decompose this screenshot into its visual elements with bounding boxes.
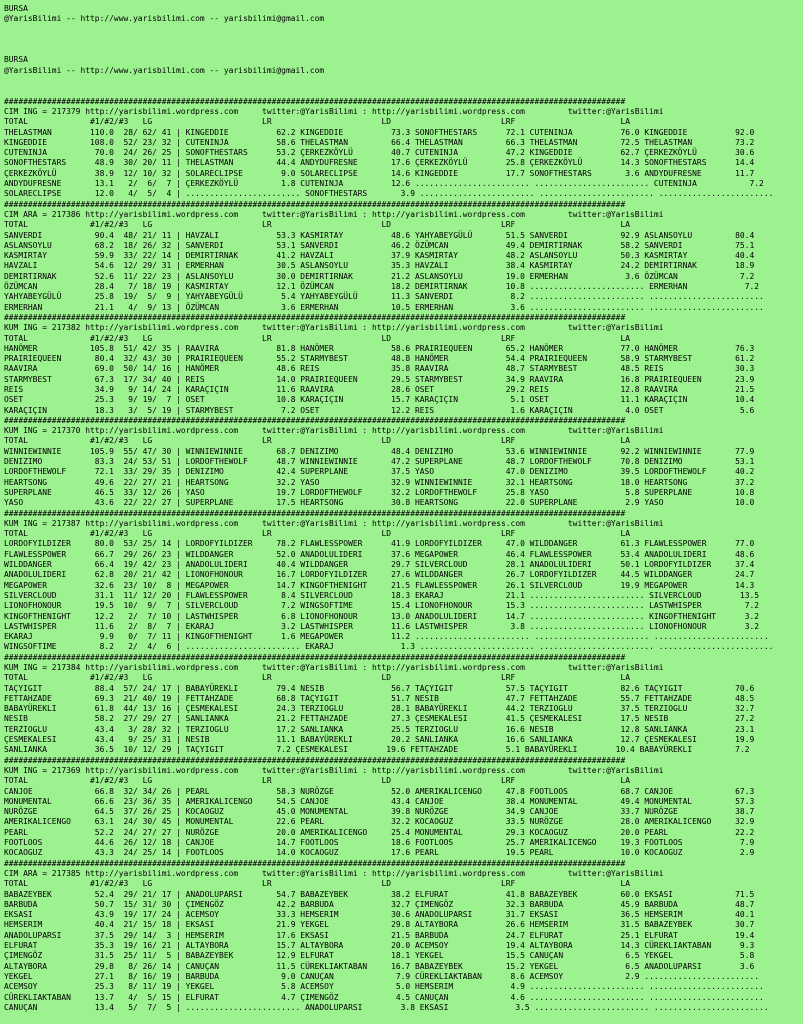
table-row: ANADOLUPARSI 37.5 29/ 14/ 3 | HEMSERIM 17.6 EKSASI 21.5 BARBUDA 24.7 ELFURAT 25.1 ELFURAT 19.4 [4,930,755,940]
blank-line [4,86,803,96]
column-header: TOTAL #1/#2/#3 LG LR LD LRF LA [4,436,631,446]
text-line: @YarisBilimi -- http://www.yarisbilimi.com -- yarisbilimi@gmail.com [4,65,325,75]
blank-line [4,45,803,55]
table-row: SUPERPLANE 46.5 33/ 12/ 26 | YASO 19.7 LORDOFTHEWOLF 32.2 LORDOFTHEWOLF 25.8 YASO 5.8 SUPERPLANE 10.8 [4,487,755,497]
blank-line [4,76,803,86]
table-row: EKSASI 43.9 19/ 17/ 24 | ACEMSOY 33.3 HEMSERIM 30.6 ANADOLUPARSI 31.7 EKSASI 36.5 HEMSERIM 40.1 [4,910,755,920]
table-row: MONUMENTAL 66.6 23/ 36/ 35 | AMERIKALICENGO 54.5 CANJOE 43.4 CANJOE 38.4 MONUMENTAL 49.4 MONUMENTAL 57.3 [4,796,755,806]
table-row: EKARAJ 9.9 0/ 7/ 11 | KINGOFTHENIGHT 1.6 MEGAPOWER 11.2 ........................ ........................ ........................ [4,632,769,642]
column-header: TOTAL #1/#2/#3 LG LR LD LRF LA [4,333,631,343]
table-row: LORDOFYILDIZER 80.0 53/ 25/ 14 | LORDOFYILDIZER 78.2 FLAWLESSPOWER 41.9 LORDOFYILDIZER 47.0 WILDDANGER 61.3 FLAWLESSPOWER 77.0 [4,539,755,549]
table-row: ÇESMEKALESI 43.4 9/ 25/ 31 | NESIB 11.1 BABAYÜREKLI 20.2 SANLIANKA 16.6 SANLIANKA 12.7 ÇESMEKALESI 19.9 [4,735,755,745]
table-row: CÜREKLIAKTABAN 13.7 4/ 5/ 15 | ELFURAT 4.7 ÇIMENGÖZ 4.5 CANUÇAN 4.6 ........................ ........................ [4,992,764,1002]
table-row: LIONOFHONOUR 19.5 10/ 9/ 7 | SILVERCLOUD 7.2 WINGSOFTIME 15.4 LIONOFHONOUR 15.3 ........................ LASTWHISPER 7.2 [4,601,760,611]
table-row: LORDOFTHEWOLF 72.1 33/ 29/ 35 | DENIZIMO 42.4 SUPERPLANE 37.5 YASO 47.0 DENIZIMO 39.5 LORDOFTHEWOLF 40.2 [4,467,755,477]
text-line: BURSA [4,55,28,65]
race-header: KUM ING = 217387 http://yarisbilimi.wordpress.com twitter:@YarisBilimi : http://yarisbilimi.wordpress.com twitter:@YarisBilimi [4,518,664,528]
table-row: ELFURAT 35.3 19/ 16/ 21 | ALTAYBORA 15.7 ALTAYBORA 20.0 ACEMSOY 19.4 ALTAYBORA 14.3 CÜREKLIAKTABAN 9.3 [4,941,755,951]
table-row: PEARL 52.2 24/ 27/ 27 | NURÖZGE 20.0 AMERIKALICENGO 25.4 MONUMENTAL 29.3 KOCAOGUZ 20.0 PEARL 22.2 [4,827,755,837]
table-row: KARAÇIÇIN 18.3 3/ 5/ 19 | STARMYBEST 7.2 OSET 12.2 REIS 1.6 KARAÇIÇIN 4.0 OSET 5.6 [4,405,755,415]
table-row: YAHYABEYGÜLÜ 25.8 19/ 5/ 9 | YAHYABEYGÜLÜ 5.4 YAHYABEYGÜLÜ 11.3 SANVERDI 8.2 ........................ ........................ [4,292,764,302]
table-row: TERZIOGLU 43.4 3/ 28/ 32 | TERZIOGLU 17.2 SANLIANKA 25.5 TERZIOGLU 16.6 NESIB 12.8 SANLIANKA 23.1 [4,724,755,734]
table-row: ALTAYBORA 29.8 8/ 26/ 14 | CANUÇAN 11.5 CÜREKLIAKTABAN 16.7 BABAZEYBEK 15.2 YEKGEL 6.5 ANADOLUPARSI 3.6 [4,961,755,971]
separator-line: ################################################################################################################################## [4,508,626,518]
table-row: KINGOFTHENIGHT 12.2 2/ 7/ 10 | LASTWHISPER 6.8 LIONOFHONOUR 13.0 ANADOLULIDERI 14.7 ........................ KINGOFTHENIGHT 3.2 [4,611,760,621]
table-row: SANLIANKA 36.5 10/ 12/ 29 | TAÇYIGIT 7.2 ÇESMEKALESI 19.6 FETTAHZADE 5.1 BABAYÜREKLI 10.4 BABAYÜREKLI 7.2 [4,745,750,755]
table-row: KOCAOGUZ 43.3 24/ 25/ 14 | FOOTLOOS 14.0 KOCAOGUZ 17.6 PEARL 19.5 PEARL 10.0 KOCAOGUZ 2.9 [4,848,755,858]
column-header: TOTAL #1/#2/#3 LG LR LD LRF LA [4,879,631,889]
table-row: PRAIRIEQUEEN 80.4 32/ 43/ 30 | PRAIRIEQUEEN 55.2 STARMYBEST 48.8 HANÖMER 54.4 PRAIRIEQUEEN 58.9 STARMYBEST 61.2 [4,354,755,364]
table-row: ANADOLULIDERI 62.8 20/ 21/ 42 | LIONOFHONOUR 16.7 LORDOFYILDIZER 27.6 WILDDANGER 26.7 LORDOFYILDIZER 44.5 WILDDANGER 24.7 [4,570,755,580]
table-row: KASMIRTAY 59.9 33/ 22/ 14 | DEMIRTIRNAK 41.2 HAVZALI 37.9 KASMIRTAY 48.2 ASLANSOYLU 50.3 KASMIRTAY 40.4 [4,251,755,261]
table-row: NESIB 58.2 27/ 29/ 27 | SANLIANKA 21.2 FETTAHZADE 27.3 ÇESMEKALESI 41.5 ÇESMEKALESI 17.5 NESIB 27.2 [4,714,755,724]
column-header: TOTAL #1/#2/#3 LG LR LD LRF LA [4,673,631,683]
table-row: HEMSERIM 40.4 21/ 15/ 18 | EKSASI 21.9 YEKGEL 29.8 ALTAYBORA 26.6 HEMSERIM 31.5 BABAZEYBEK 30.7 [4,920,755,930]
table-row: RAAVIRA 69.0 50/ 14/ 16 | HANÖMER 48.6 REIS 35.8 RAAVIRA 48.7 STARMYBEST 48.5 REIS 30.3 [4,364,755,374]
table-row: CANJOE 66.8 32/ 34/ 26 | PEARL 58.3 NURÖZGE 52.0 AMERIKALICENGO 47.8 FOOTLOOS 68.7 CANJOE 67.3 [4,786,755,796]
text-line: BURSA [4,4,28,13]
table-row: FLAWLESSPOWER 66.7 29/ 26/ 23 | WILDDANGER 52.0 ANADOLULIDERI 37.6 MEGAPOWER 46.4 FLAWLESSPOWER 53.4 ANADOLULIDERI 48.6 [4,549,755,559]
table-row: THELASTMAN 110.0 28/ 62/ 41 | KINGEDDIE 62.2 KINGEDDIE 73.3 SONOFTHESTARS 72.1 CUTENINJA 76.0 KINGEDDIE 92.0 [4,127,755,137]
table-row: FETTAHZADE 69.3 21/ 40/ 19 | FETTAHZADE 68.8 TAÇYIGIT 51.7 NESIB 47.7 FETTAHZADE 55.7 FETTAHZADE 48.5 [4,693,755,703]
table-row: ÇIMENGÖZ 31.5 25/ 11/ 5 | BABAZEYBEK 12.9 ELFURAT 18.1 YEKGEL 15.5 CANUÇAN 6.5 YEKGEL 5.8 [4,951,755,961]
text-line: @YarisBilimi -- http://www.yarisbilimi.com -- yarisbilimi@gmail.com [4,14,325,24]
column-header: TOTAL #1/#2/#3 LG LR LD LRF LA [4,529,631,539]
table-row: DENIZIMO 83.3 24/ 53/ 51 | LORDOFTHEWOLF 48.7 WINNIEWINNIE 47.2 SUPERPLANE 48.7 LORDOFTHEWOLF 70.8 DENIZIMO 53.1 [4,457,755,467]
table-row: NURÖZGE 64.5 37/ 26/ 25 | KOCAOGUZ 45.0 MONUMENTAL 39.8 NURÖZGE 34.9 CANJOE 33.7 NURÖZGE 38.7 [4,807,755,817]
separator-line: ################################################################################################################################## [4,415,626,425]
table-row: HANÖMER 105.8 51/ 42/ 35 | RAAVIRA 81.8 HANÖMER 58.6 PRAIRIEQUEEN 65.2 HANÖMER 77.0 HANÖMER 76.3 [4,343,755,353]
table-row: KINGEDDIE 108.0 52/ 23/ 32 | CUTENINJA 58.6 THELASTMAN 66.4 THELASTMAN 66.3 THELASTMAN 72.5 THELASTMAN 73.2 [4,137,755,147]
table-row: YASO 43.6 22/ 22/ 27 | SUPERPLANE 17.5 HEARTSONG 30.8 HEARTSONG 22.0 SUPERPLANE 2.9 YASO 10.0 [4,498,755,508]
column-header: TOTAL #1/#2/#3 LG LR LD LRF LA [4,220,631,230]
race-header: KUM ING = 217384 http://yarisbilimi.wordpress.com twitter:@YarisBilimi : http://yarisbilimi.wordpress.com twitter:@YarisBilimi [4,663,664,672]
column-header: TOTAL #1/#2/#3 LG LR LD LRF LA [4,117,631,127]
table-row: ASLANSOYLU 68.2 18/ 26/ 32 | SANVERDI 53.1 SANVERDI 46.2 ÖZÜMCAN 49.4 DEMIRTIRNAK 58.2 SANVERDI 75.1 [4,240,755,250]
table-row: AMERIKALICENGO 63.1 24/ 30/ 45 | MONUMENTAL 22.6 PEARL 32.2 KOCAOGUZ 33.5 NURÖZGE 28.0 AMERIKALICENGO 32.9 [4,817,755,827]
table-row: ÇERKEZKÖYLÜ 38.9 12/ 10/ 32 | SOLARECLIPSE 9.0 SOLARECLIPSE 14.6 KINGEDDIE 17.7 SONOFTHESTARS 3.6 ANDYDUFRESNE 11.7 [4,168,755,178]
table-row: REIS 34.9 9/ 14/ 24 | KARAÇIÇIN 11.6 RAAVIRA 28.6 OSET 29.2 REIS 12.8 RAAVIRA 21.5 [4,384,755,394]
table-row: TAÇYIGIT 88.4 57/ 24/ 17 | BABAYÜREKLI 79.4 NESIB 56.7 TAÇYIGIT 57.5 TAÇYIGIT 82.6 TAÇYIGIT 70.6 [4,683,755,693]
separator-line: ################################################################################################################################## [4,652,626,662]
table-row: CUTENINJA 70.0 24/ 26/ 25 | SONOFTHESTARS 53.2 ÇERKEZKÖYLÜ 40.7 CUTENINJA 47.2 KINGEDDIE 62.7 ÇERKEZKÖYLÜ 30.6 [4,148,755,158]
race-header: KUM ING = 217382 http://yarisbilimi.wordpress.com twitter:@YarisBilimi : http://yarisbilimi.wordpress.com twitter:@YarisBilimi [4,323,664,333]
table-row: BABAZEYBEK 52.4 29/ 21/ 17 | ANADOLUPARSI 54.7 BABAZEYBEK 38.2 ELFURAT 41.8 BABAZEYBEK 60.0 EKSASI 71.5 [4,889,755,899]
table-row: MEGAPOWER 32.6 23/ 10/ 8 | MEGAPOWER 14.7 KINGOFTHENIGHT 21.5 FLAWLESSPOWER 26.1 SILVERCLOUD 19.9 MEGAPOWER 14.3 [4,580,755,590]
table-row: ERMERHAN 21.1 4/ 9/ 13 | ÖZÜMCAN 3.6 ERMERHAN 10.5 ERMERHAN 3.6 ........................ ........................ [4,302,764,312]
table-row: OSET 25.3 9/ 19/ 7 | OSET 10.8 KARAÇIÇIN 15.7 KARAÇIÇIN 5.1 OSET 11.1 KARAÇIÇIN 10.4 [4,395,755,405]
blank-line [4,25,803,35]
table-row: ACEMSOY 25.3 8/ 11/ 19 | YEKGEL 5.8 ACEMSOY 5.0 HEMSERIM 4.9 ........................ ........................ [4,982,764,992]
table-row: STARMYBEST 67.3 17/ 34/ 40 | REIS 14.0 PRAIRIEQUEEN 29.5 STARMYBEST 34.9 RAAVIRA 16.8 PRAIRIEQUEEN 23.9 [4,374,755,384]
table-row: CANUÇAN 13.4 5/ 7/ 5 | ........................ ANADOLUPARSI 3.8 EKSASI 3.5 ........................ ........................ [4,1002,769,1012]
race-header: CIM ING = 217379 http://yarisbilimi.wordpress.com twitter:@YarisBilimi : http://yarisbilimi.wordpress.com twitter:@YarisBilimi [4,106,664,116]
separator-line: ################################################################################################################################## [4,96,626,106]
table-row: WILDDANGER 66.4 19/ 42/ 23 | ANADOLULIDERI 40.4 WILDDANGER 29.7 SILVERCLOUD 28.1 ANADOLULIDERI 50.1 LORDOFYILDIZER 37.4 [4,560,755,570]
table-row: SOLARECLIPSE 12.0 4/ 5/ 4 | ........................ SONOFTHESTARS 3.9 ........................ ........................ ........................ [4,189,774,199]
column-header: TOTAL #1/#2/#3 LG LR LD LRF LA [4,776,631,786]
race-header: KUM ING = 217369 http://yarisbilimi.wordpress.com twitter:@YarisBilimi : http://yarisbilimi.wordpress.com twitter:@YarisBilimi [4,765,664,775]
table-row: SONOFTHESTARS 48.9 30/ 20/ 11 | THELASTMAN 44.4 ANDYDUFRESNE 17.6 ÇERKEZKÖYLÜ 25.8 ÇERKEZKÖYLÜ 14.3 SONOFTHESTARS 14.4 [4,158,755,168]
table-row: WINGSOFTIME 8.2 2/ 4/ 6 | ........................ EKARAJ 1.3 ........................ ........................ ........................ [4,642,774,652]
table-row: ANDYDUFRESNE 13.1 2/ 6/ 7 | ÇERKEZKÖYLÜ 1.8 CUTENINJA 12.6 ........................ ........................ CUTENINJA 7.2 [4,179,764,189]
separator-line: ################################################################################################################################## [4,199,626,209]
race-header: CIM ARA = 217385 http://yarisbilimi.wordpress.com twitter:@YarisBilimi : http://yarisbilimi.wordpress.com twitter:@YarisBilimi [4,868,664,878]
table-row: BABAYÜREKLI 61.8 44/ 13/ 16 | ÇESMEKALESI 24.3 TERZIOGLU 28.1 BABAYÜREKLI 44.2 TERZIOGLU 37.5 TERZIOGLU 32.7 [4,704,755,714]
separator-line: ################################################################################################################################## [4,858,626,868]
table-row: LASTWHISPER 11.6 2/ 8/ 7 | EKARAJ 3.2 LASTWHISPER 11.6 LASTWHISPER 3.8 ........................ LIONOFHONOUR 3.2 [4,621,760,631]
table-row: FOOTLOOS 44.6 26/ 12/ 18 | CANJOE 14.7 FOOTLOOS 18.6 FOOTLOOS 25.7 AMERIKALICENGO 19.3 FOOTLOOS 7.9 [4,838,755,848]
table-row: SANVERDI 90.4 48/ 21/ 11 | HAVZALI 53.3 KASMIRTAY 48.6 YAHYABEYGÜLÜ 51.5 SANVERDI 92.9 ASLANSOYLU 80.4 [4,230,755,240]
table-row: WINNIEWINNIE 105.9 55/ 47/ 30 | WINNIEWINNIE 68.7 DENIZIMO 48.4 DENIZIMO 53.6 WINNIEWINNIE 92.2 WINNIEWINNIE 77.9 [4,446,755,456]
separator-line: ################################################################################################################################## [4,755,626,765]
table-row: HAVZALI 54.6 12/ 29/ 31 | ERMERHAN 30.5 ASLANSOYLU 35.3 HAVZALI 38.4 KASMIRTAY 24.2 DEMIRTIRNAK 18.9 [4,261,755,271]
table-row: HEARTSONG 49.6 22/ 27/ 21 | HEARTSONG 32.2 YASO 32.9 WINNIEWINNIE 32.1 HEARTSONG 18.0 HEARTSONG 37.2 [4,477,755,487]
table-row: SILVERCLOUD 31.1 11/ 12/ 20 | FLAWLESSPOWER 8.4 SILVERCLOUD 18.3 EKARAJ 21.1 ........................ SILVERCLOUD 13.5 [4,590,760,600]
race-header: KUM ING = 217370 http://yarisbilimi.wordpress.com twitter:@YarisBilimi : http://yarisbilimi.wordpress.com twitter:@YarisBilimi [4,426,664,436]
race-header: CIM ARA = 217386 http://yarisbilimi.wordpress.com twitter:@YarisBilimi : http://yarisbilimi.wordpress.com twitter:@YarisBilimi [4,209,664,219]
blank-line [4,35,803,45]
table-row: ÖZÜMCAN 28.4 7/ 18/ 19 | KASMIRTAY 12.1 ÖZÜMCAN 18.2 DEMIRTIRNAK 10.8 ........................ ERMERHAN 7.2 [4,282,760,292]
separator-line: ################################################################################################################################## [4,312,626,322]
table-row: DEMIRTIRNAK 52.6 11/ 22/ 23 | ASLANSOYLU 30.0 DEMIRTIRNAK 21.2 ASLANSOYLU 19.0 ERMERHAN 3.6 ÖZÜMCAN 7.2 [4,271,755,281]
table-row: YEKGEL 27.1 8/ 16/ 19 | BARBUDA 9.0 CANUÇAN 7.9 CÜREKLIAKTABAN 8.6 ACEMSOY 2.9 ........................ [4,971,760,981]
table-row: BARBUDA 50.7 15/ 31/ 30 | ÇIMENGÖZ 42.2 BARBUDA 32.7 ÇIMENGÖZ 32.3 BARBUDA 45.9 BARBUDA 48.7 [4,899,755,909]
